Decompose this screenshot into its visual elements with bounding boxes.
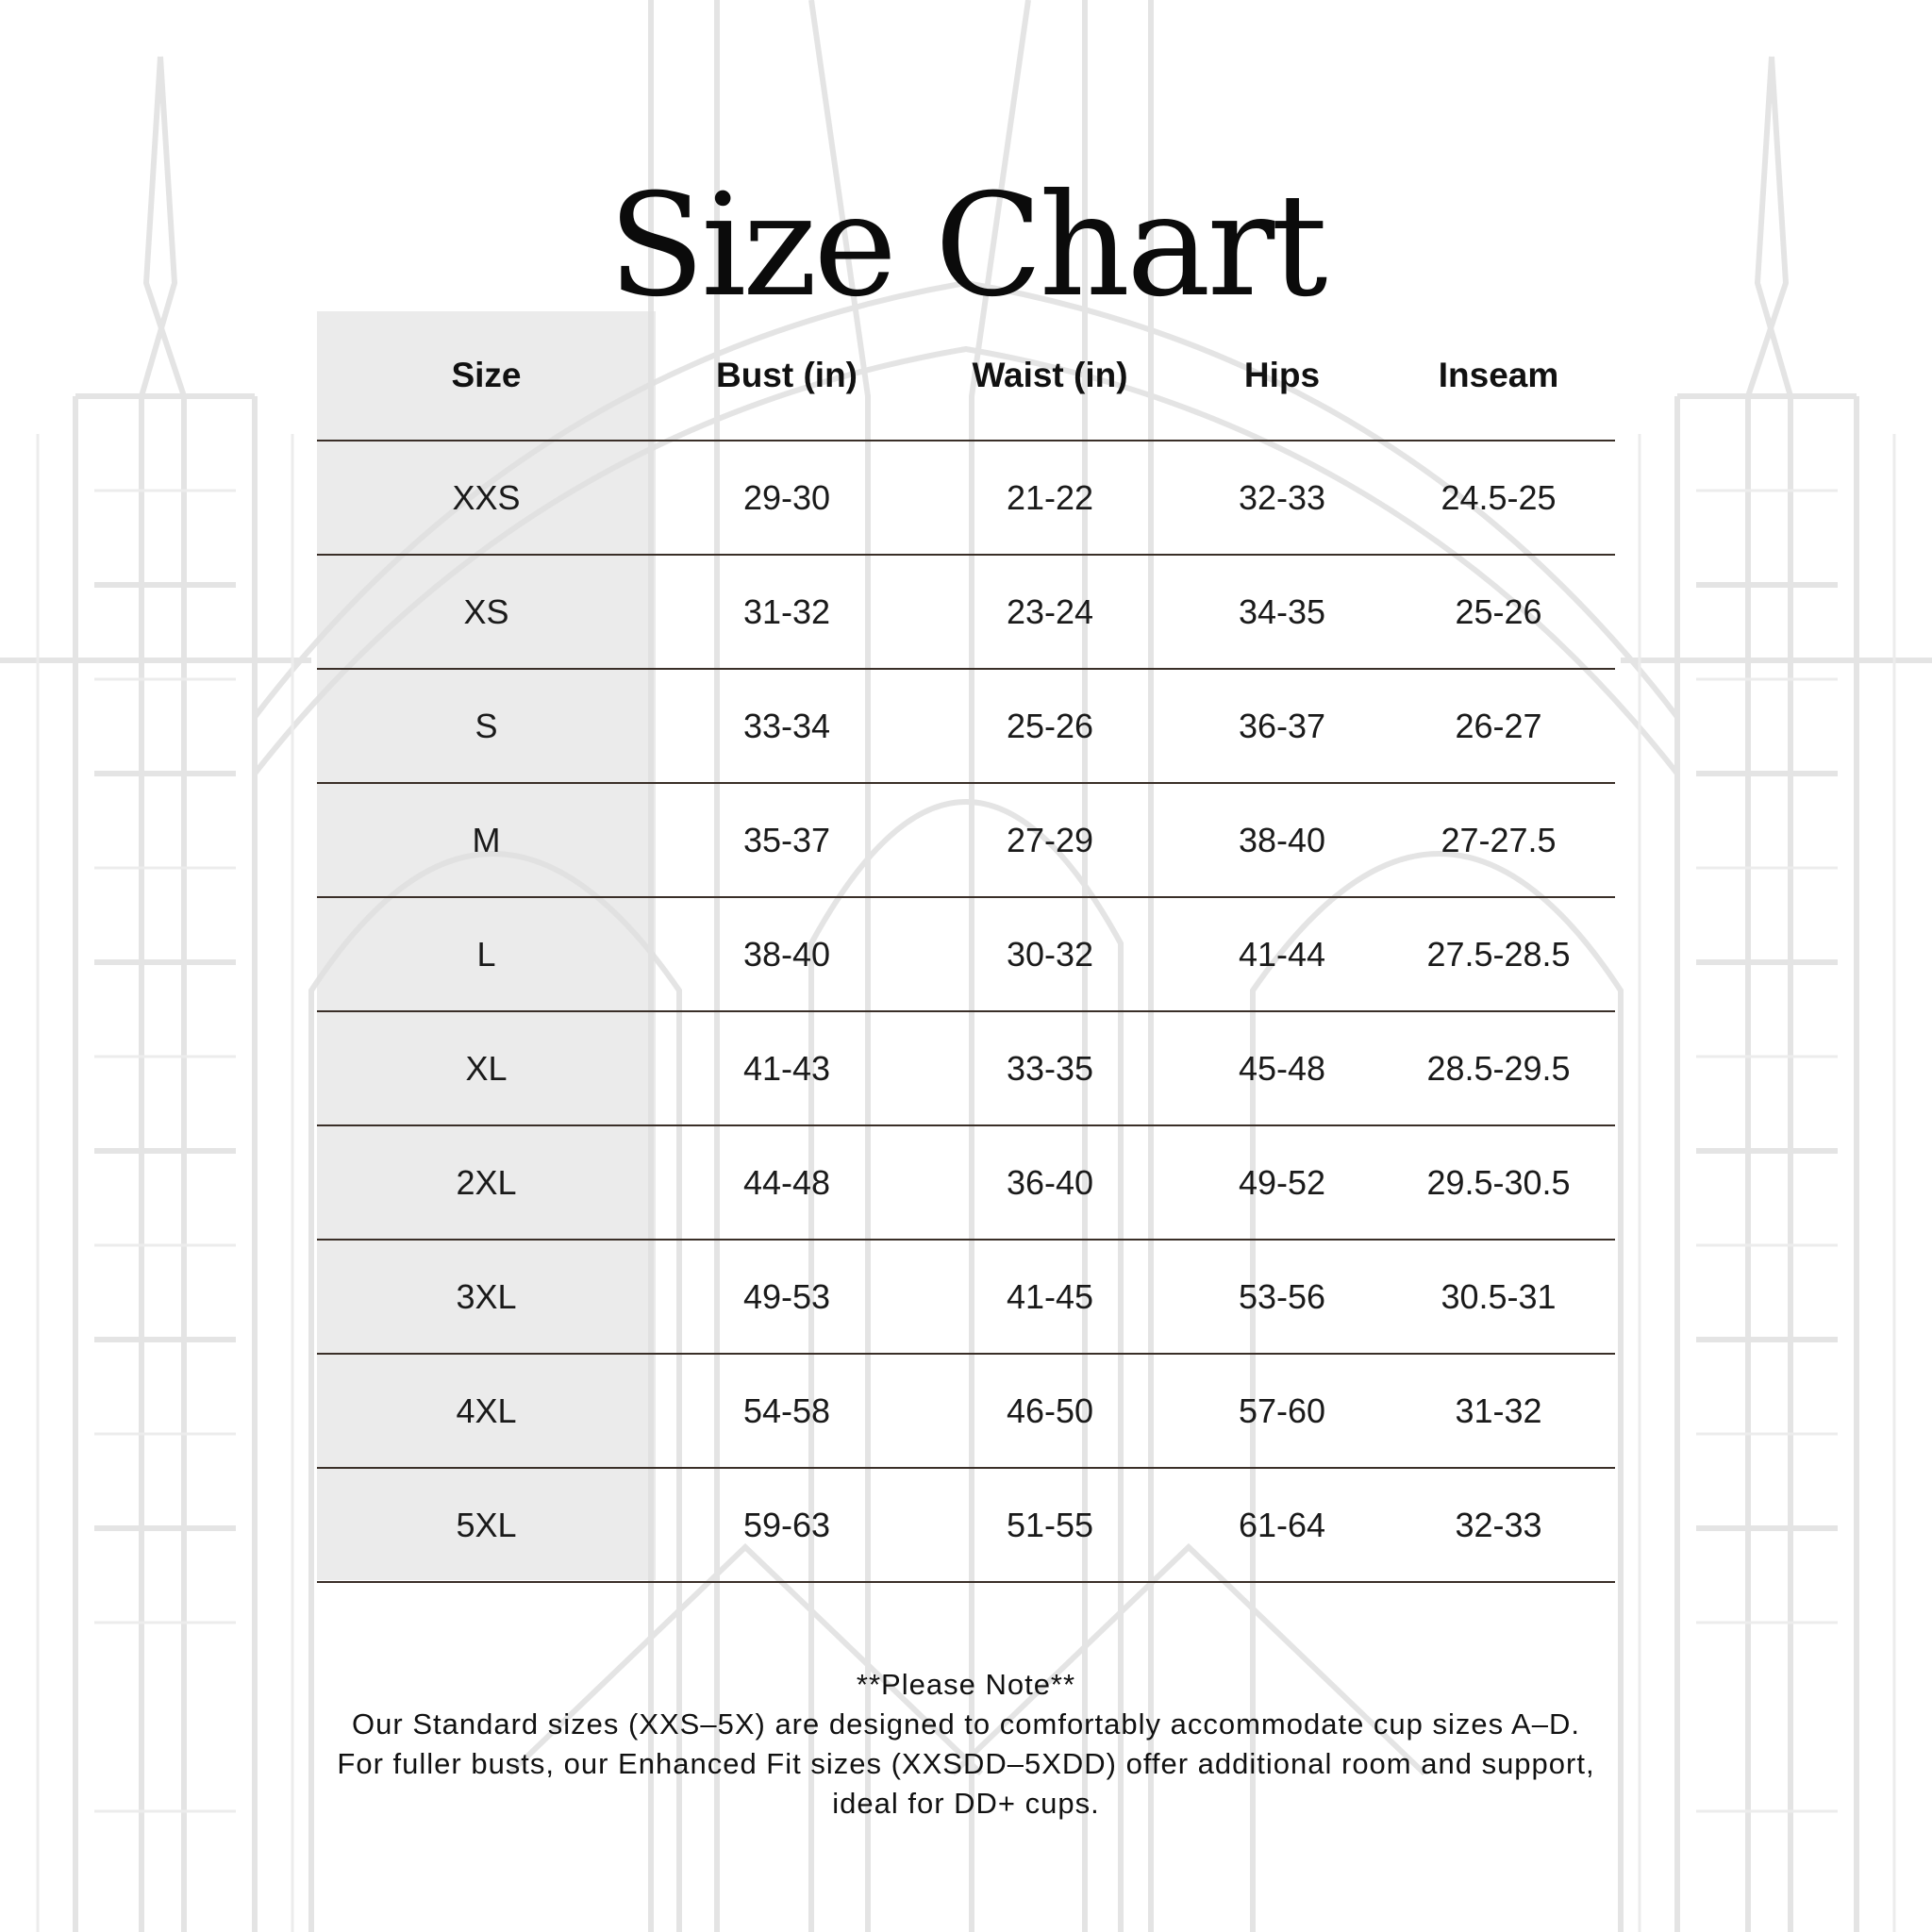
bust-cell: 59-63	[742, 1506, 831, 1544]
inseam-cell: 27-27.5	[1441, 821, 1557, 859]
inseam-cell: 28.5-29.5	[1426, 1049, 1571, 1088]
bust-cell: 41-43	[742, 1049, 831, 1088]
waist-cell: 23-24	[1006, 592, 1094, 631]
header-waist: Waist (in)	[972, 356, 1128, 394]
header-hips: Hips	[1243, 356, 1321, 394]
waist-cell: 41-45	[1006, 1277, 1094, 1316]
page-title: Size Chart	[608, 163, 1324, 328]
inseam-cell: 26-27	[1455, 707, 1542, 745]
table-row	[317, 441, 1615, 556]
waist-cell: 21-22	[1006, 478, 1094, 517]
size-chart-table	[317, 311, 1615, 1583]
bust-cell: 44-48	[742, 1163, 831, 1202]
header-inseam: Inseam	[1438, 356, 1559, 394]
size-cell: XS	[463, 592, 509, 631]
waist-cell: 46-50	[1006, 1391, 1094, 1430]
waist-cell: 33-35	[1006, 1049, 1094, 1088]
bust-cell: 35-37	[742, 821, 831, 859]
size-cell: L	[476, 935, 496, 974]
table-row	[317, 556, 1615, 670]
hips-cell: 53-56	[1238, 1277, 1326, 1316]
waist-cell: 27-29	[1006, 821, 1094, 859]
bust-cell: 29-30	[742, 478, 831, 517]
note-heading: **Please Note**	[856, 1668, 1076, 1701]
size-cell: M	[472, 821, 501, 859]
hips-cell: 41-44	[1238, 935, 1326, 974]
inseam-cell: 29.5-30.5	[1426, 1163, 1571, 1202]
table-row	[317, 1241, 1615, 1355]
size-cell: 3XL	[456, 1277, 517, 1316]
bust-cell: 38-40	[742, 935, 831, 974]
hips-cell: 34-35	[1238, 592, 1326, 631]
note-line-3: ideal for DD+ cups.	[832, 1787, 1100, 1820]
size-cell: XL	[465, 1049, 508, 1088]
hips-cell: 45-48	[1238, 1049, 1326, 1088]
waist-cell: 25-26	[1006, 707, 1094, 745]
inseam-cell: 24.5-25	[1441, 478, 1557, 517]
hips-cell: 57-60	[1238, 1391, 1326, 1430]
inseam-cell: 31-32	[1455, 1391, 1542, 1430]
hips-cell: 32-33	[1238, 478, 1326, 517]
table-row	[317, 1126, 1615, 1241]
waist-cell: 30-32	[1006, 935, 1094, 974]
bust-cell: 49-53	[742, 1277, 831, 1316]
note-line-2: For fuller busts, our Enhanced Fit sizes (XXSDD–5XDD) offer additional room and support,	[337, 1747, 1595, 1780]
table-row	[317, 1469, 1615, 1583]
inseam-cell: 30.5-31	[1441, 1277, 1557, 1316]
inseam-cell: 32-33	[1455, 1506, 1542, 1544]
inseam-cell: 25-26	[1455, 592, 1542, 631]
size-cell: 5XL	[456, 1506, 517, 1544]
hips-cell: 49-52	[1238, 1163, 1326, 1202]
header-bust: Bust (in)	[715, 356, 858, 394]
table-row	[317, 898, 1615, 1012]
table-header-row	[317, 311, 1615, 441]
size-cell: XXS	[452, 478, 521, 517]
table-row	[317, 1012, 1615, 1126]
waist-cell: 51-55	[1006, 1506, 1094, 1544]
bust-cell: 31-32	[742, 592, 831, 631]
hips-cell: 36-37	[1238, 707, 1326, 745]
table-row	[317, 670, 1615, 784]
size-cell: S	[475, 707, 498, 745]
hips-cell: 61-64	[1238, 1506, 1326, 1544]
table-row	[317, 784, 1615, 898]
bust-cell: 54-58	[742, 1391, 831, 1430]
waist-cell: 36-40	[1006, 1163, 1094, 1202]
table-row	[317, 1355, 1615, 1469]
sizing-note	[0, 1665, 1932, 1824]
header-size: Size	[451, 356, 522, 394]
bust-cell: 33-34	[742, 707, 831, 745]
note-line-1: Our Standard sizes (XXS–5X) are designed to comfortably accommodate cup sizes A–D.	[352, 1707, 1580, 1740]
size-cell: 2XL	[456, 1163, 517, 1202]
hips-cell: 38-40	[1238, 821, 1326, 859]
inseam-cell: 27.5-28.5	[1426, 935, 1571, 974]
size-cell: 4XL	[456, 1391, 517, 1430]
